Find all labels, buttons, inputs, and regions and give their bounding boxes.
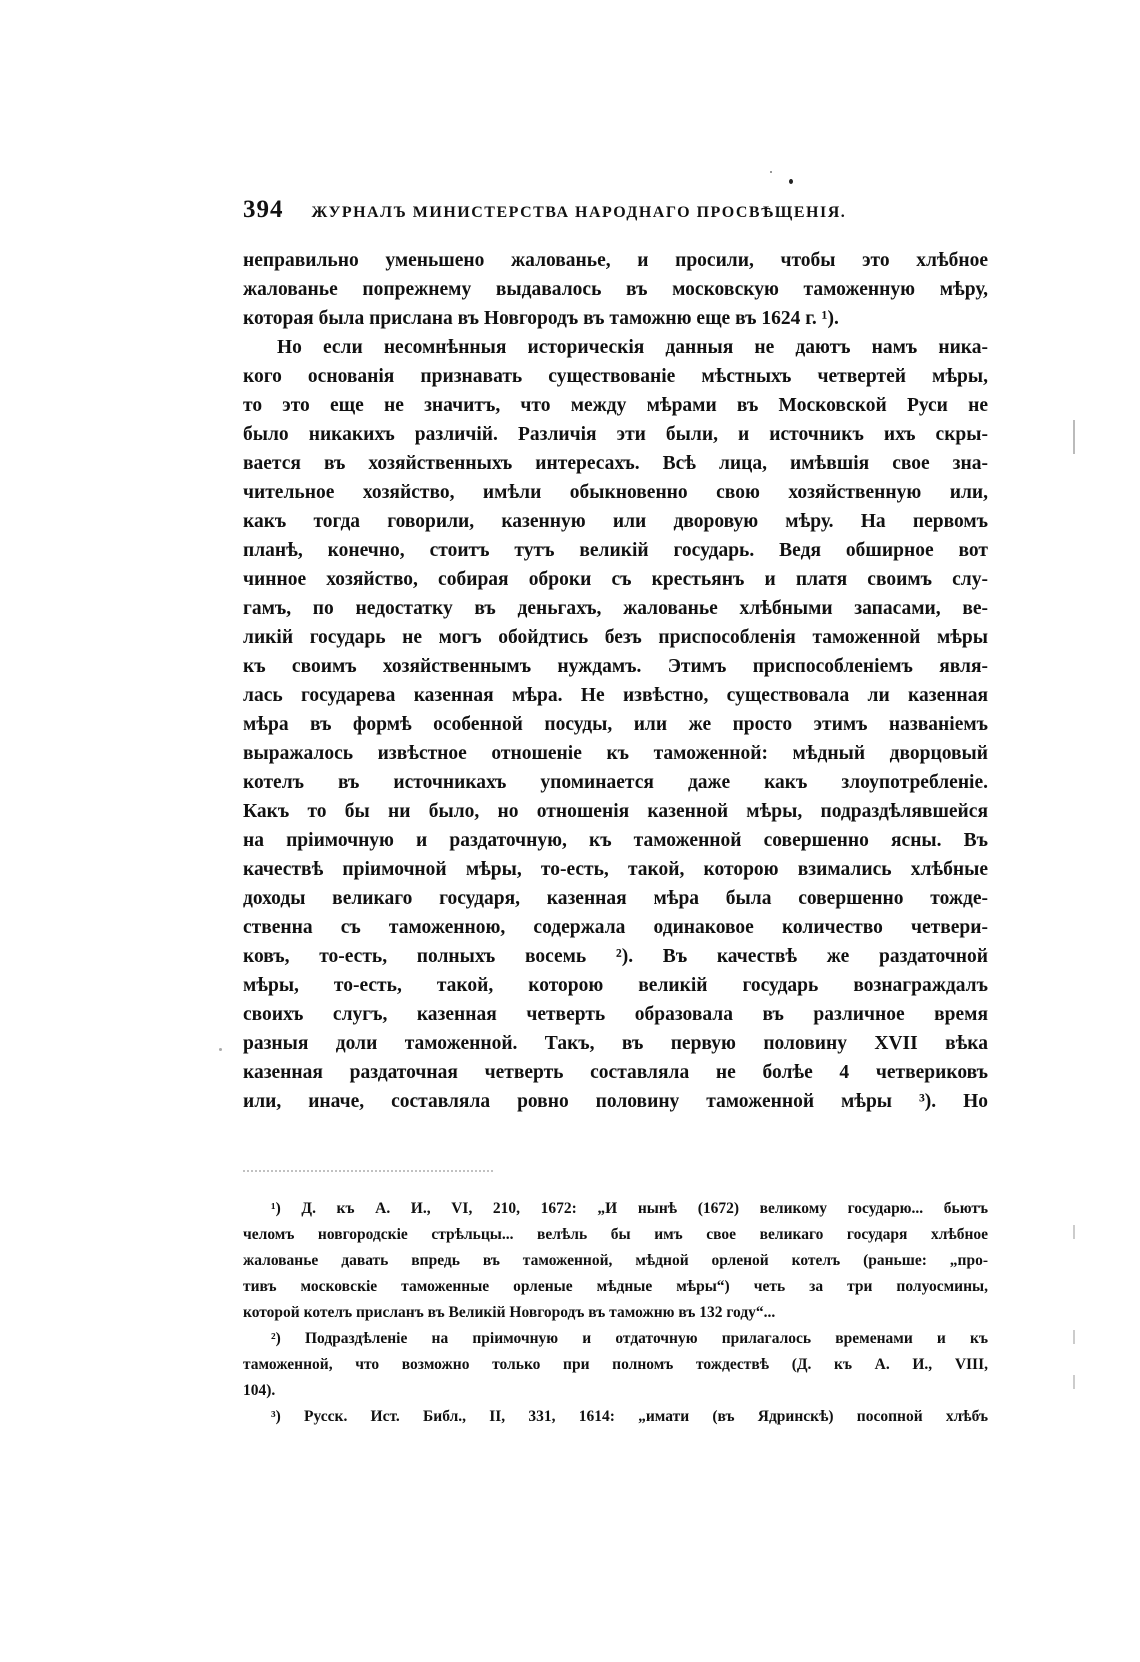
- text-line: вается въ хозяйственныхъ интересахъ. Всѣ лица, имѣвшія свое зна-: [243, 453, 988, 474]
- text-line: своихъ слугъ, казенная четверть образовала въ различное время: [243, 1004, 988, 1025]
- text-line: Но если несомнѣнныя историческія данныя не даютъ намъ ника-: [277, 337, 988, 358]
- margin-mark: [1073, 1375, 1075, 1389]
- footnote-line: ²) Подраздѣленіе на пріимочную и отдаточную прилагалось временами и къ: [271, 1330, 988, 1347]
- footnotes: [243, 1196, 988, 1430]
- margin-mark: [1073, 1330, 1075, 1344]
- footnote-line: тивъ московскіе таможенные орленые мѣдные мѣры“) четь за три полуосмины,: [243, 1278, 988, 1295]
- text-line: на пріимочную и раздаточную, къ таможенной совершенно ясны. Въ: [243, 830, 988, 851]
- text-line: котелъ въ источникахъ упоминается даже какъ злоупотребленіе.: [243, 772, 988, 793]
- page-number: 394: [243, 196, 284, 223]
- footnote-line: которой котелъ присланъ въ Великій Новгородъ въ таможню въ 132 году“...: [243, 1304, 776, 1321]
- text-line: разныя доли таможенной. Такъ, въ первую половину XVII вѣка: [243, 1033, 988, 1054]
- ink-speck: [770, 171, 772, 173]
- text-line: чительное хозяйство, имѣли обыкновенно свою хозяйственную или,: [243, 482, 988, 503]
- text-line: доходы великаго государя, казенная мѣра была совершенно тожде-: [243, 888, 988, 909]
- text-line: жалованье попрежнему выдавалось въ московскую таможенную мѣру,: [243, 279, 988, 300]
- footnote-line: 104).: [243, 1382, 276, 1399]
- text-line: мѣры, то-есть, такой, которою великій государь вознаграждалъ: [243, 975, 988, 996]
- text-line: планѣ, конечно, стоитъ тутъ великій государь. Ведя обширное вот: [243, 540, 988, 561]
- text-line: мѣра въ формѣ особенной посуды, или же просто этимъ названіемъ: [243, 714, 988, 735]
- text-line: неправильно уменьшено жалованье, и просили, чтобы это хлѣбное: [243, 250, 988, 271]
- text-line: ковъ, то-есть, полныхъ восемь ²). Въ качествѣ же раздаточной: [243, 946, 988, 967]
- text-line: или, иначе, составляла ровно половину таможенной мѣры ³). Но: [243, 1091, 988, 1112]
- text-line: ликій государь не могъ обойдтись безъ приспособленія таможенной мѣры: [243, 627, 988, 648]
- footnote-line: жалованье давать впредь въ таможенной, мѣдной орленой котелъ (раньше: „про-: [243, 1252, 988, 1269]
- text-line: къ своимъ хозяйственнымъ нуждамъ. Этимъ приспособленіемъ явля-: [243, 656, 988, 677]
- footnote-line: ³) Русск. Ист. Библ., II, 331, 1614: „имати (въ Ядринскѣ) посопной хлѣбъ: [271, 1408, 988, 1425]
- text-line: выражалось извѣстное отношеніе къ таможенной: мѣдный дворцовый: [243, 743, 988, 764]
- text-line: казенная раздаточная четверть составляла не болѣе 4 четвериковъ: [243, 1062, 988, 1083]
- journal-title: ЖУРНАЛЪ МИНИСТЕРСТВА НАРОДНАГО ПРОСВѢЩЕНІЯ.: [311, 204, 847, 221]
- margin-mark: [1073, 1225, 1075, 1239]
- text-line: то это еще не значитъ, что между мѣрами въ Московской Руси не: [243, 395, 988, 416]
- footnote-line: ¹) Д. къ А. И., VI, 210, 1672: „И нынѣ (1672) великому государю... бьютъ: [271, 1200, 988, 1217]
- text-line: чинное хозяйство, собирая оброки съ крестьянъ и платя своимъ слу-: [243, 569, 988, 590]
- text-line: какъ тогда говорили, казенную или дворовую мѣру. На первомъ: [243, 511, 988, 532]
- text-line: гамъ, по недостатку въ деньгахъ, жалованье хлѣбными запасами, ве-: [243, 598, 988, 619]
- footnote-line: челомъ новгородскіе стрѣльцы... велѣль бы имъ свое великаго государя хлѣбное: [243, 1226, 988, 1243]
- margin-mark: [1073, 420, 1075, 454]
- text-line: качествѣ пріимочной мѣры, то-есть, такой, которою взимались хлѣбные: [243, 859, 988, 880]
- text-line: лась государева казенная мѣра. Не извѣстно, существовала ли казенная: [243, 685, 988, 706]
- footnote-line: таможенной, что возможно только при полномъ тождествѣ (Д. къ А. И., VIII,: [243, 1356, 988, 1373]
- text-line: кого основанія признавать существованіе мѣстныхъ четвертей мѣры,: [243, 366, 988, 387]
- running-head: [243, 196, 988, 232]
- text-line: Какъ то бы ни было, но отношенія казенной мѣры, подраздѣлявшейся: [243, 801, 988, 822]
- body-text: [243, 246, 988, 1116]
- text-line: которая была прислана въ Новгородъ въ таможню еще въ 1624 г. ¹).: [243, 308, 839, 329]
- ink-speck: [789, 179, 793, 184]
- footnote-separator: [243, 1170, 493, 1176]
- text-line: ственна съ таможенною, содержала одинаковое количество четвери-: [243, 917, 988, 938]
- ink-speck: [219, 1048, 222, 1051]
- text-line: было никакихъ различій. Различія эти были, и источникъ ихъ скры-: [243, 424, 988, 445]
